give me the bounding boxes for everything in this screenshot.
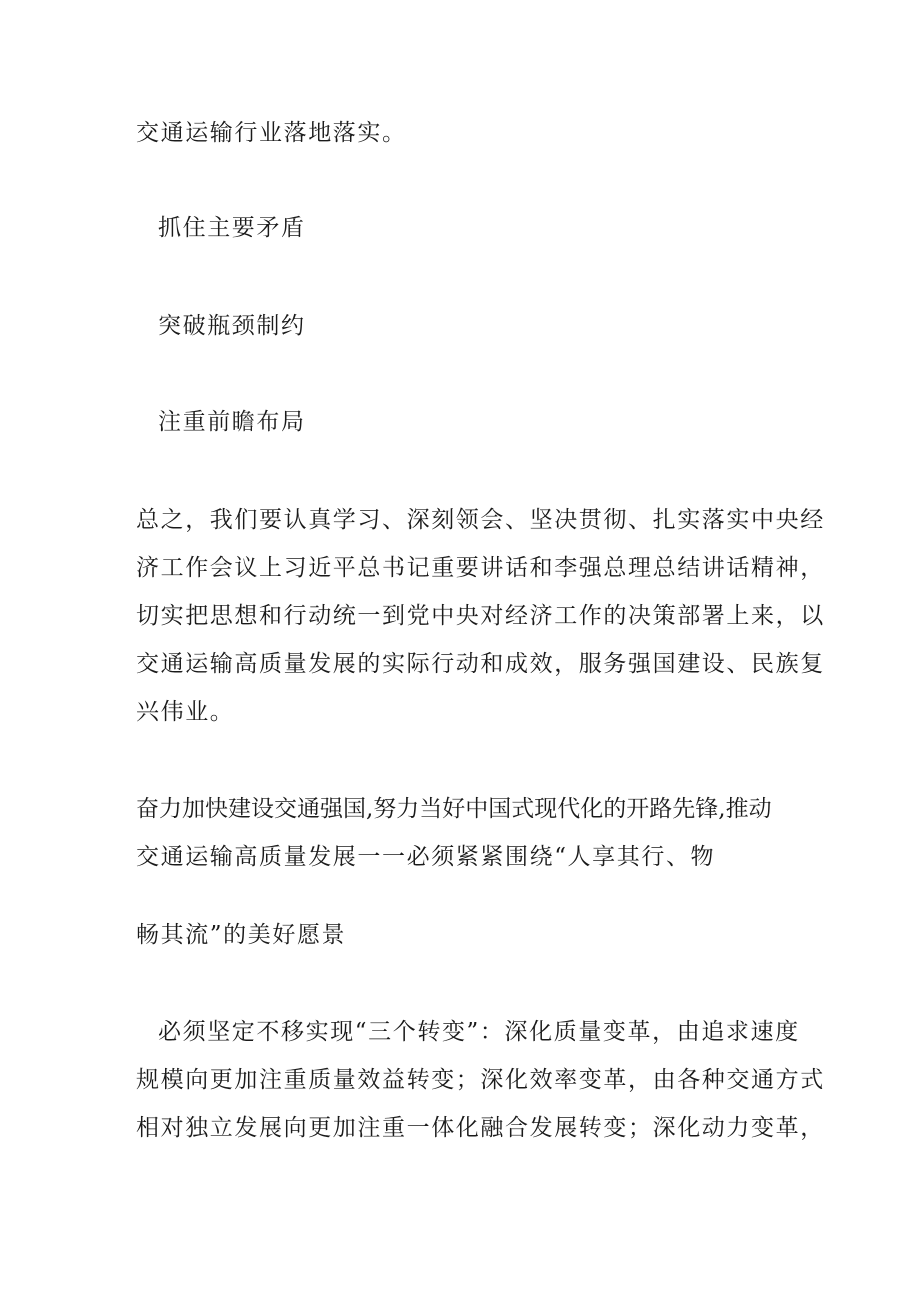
- section-heading: 突破瓶颈制约: [158, 313, 306, 339]
- paragraph-line: 兴伟业。: [136, 699, 235, 725]
- paragraph-line: 交通运输行业落地落实。: [136, 120, 407, 146]
- paragraph-line: 奋力加快建设交通强国,努力当好中国式现代化的开路先锋,推动: [136, 796, 772, 822]
- paragraph-line: 济工作会议上习近平总书记重要讲话和李强总理总结讲话精神，: [136, 555, 825, 581]
- paragraph-line: 交通运输高质量发展一一必须紧紧围绕“人享其行、物: [136, 844, 716, 870]
- paragraph-line: 必须坚定不移实现“三个转变”：深化质量变革，由追求速度: [158, 1019, 800, 1045]
- paragraph-line: 相对独立发展向更加注重一体化融合发展转变；深化动力变革，: [136, 1115, 825, 1141]
- section-heading: 抓住主要矛盾: [158, 215, 306, 241]
- section-heading: 注重前瞻布局: [158, 409, 306, 435]
- paragraph-line: 畅其流”的美好愿景: [136, 922, 347, 948]
- paragraph-line: 交通运输高质量发展的实际行动和成效，服务强国建设、民族复: [136, 651, 825, 677]
- paragraph-line: 规模向更加注重质量效益转变；深化效率变革，由各种交通方式: [136, 1067, 825, 1093]
- paragraph-line: 切实把思想和行动统一到党中央对经济工作的决策部署上来，以: [136, 603, 825, 629]
- paragraph-line: 总之，我们要认真学习、深刻领会、坚决贯彻、扎实落实中央经: [136, 507, 825, 533]
